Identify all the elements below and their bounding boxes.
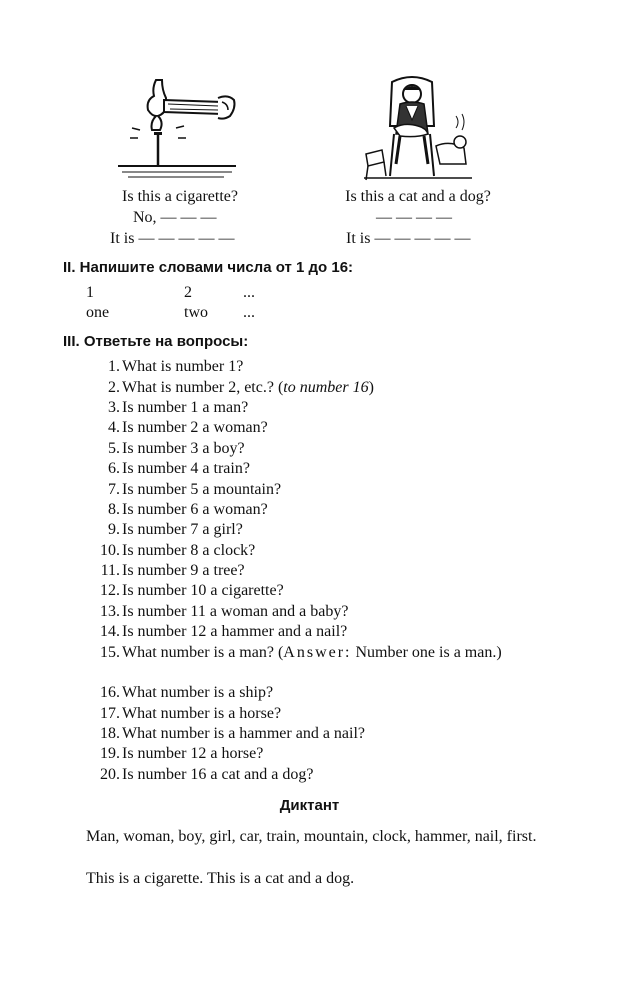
question-1 bbox=[90, 357, 560, 377]
left-caption-question: Is this a cigarette? bbox=[122, 188, 238, 205]
question-8 bbox=[90, 500, 560, 520]
dictation-title: Диктант bbox=[279, 797, 340, 814]
question-text: Is number 2 a woman? bbox=[122, 419, 268, 436]
question-number: 17. bbox=[100, 705, 120, 722]
question-16 bbox=[90, 683, 560, 703]
question-2 bbox=[90, 378, 560, 398]
question-number: 8. bbox=[108, 501, 120, 518]
question-number: 12. bbox=[100, 582, 120, 599]
man-with-cat-and-dog-illustration bbox=[364, 72, 474, 184]
question-20 bbox=[90, 765, 560, 785]
question-number: 6. bbox=[108, 460, 120, 477]
question-number: 5. bbox=[108, 440, 120, 457]
question-number: 15. bbox=[100, 644, 120, 661]
question-text: Is number 4 a train? bbox=[122, 460, 250, 477]
section3-title: III. Ответьте на вопросы: bbox=[63, 333, 249, 350]
question-text: What is number 2, etc.? ( bbox=[122, 379, 284, 396]
question-number: 13. bbox=[100, 603, 120, 620]
question-text: Is number 3 a boy? bbox=[122, 440, 245, 457]
left-caption-it-is: It is — — — — — bbox=[110, 230, 235, 247]
question-number: 1. bbox=[108, 358, 120, 375]
ellipsis-2: ... bbox=[243, 304, 255, 321]
dictation-paragraph-1: Man, woman, boy, girl, car, train, mountain, clock, hammer, nail, first. bbox=[86, 828, 537, 845]
question-18 bbox=[90, 724, 560, 744]
question-number: 18. bbox=[100, 725, 120, 742]
question-5 bbox=[90, 439, 560, 459]
question-text: Is number 16 a cat and a dog? bbox=[122, 766, 314, 783]
question-14 bbox=[90, 622, 560, 642]
word-two: two bbox=[184, 304, 208, 321]
question-6 bbox=[90, 459, 560, 479]
question-4 bbox=[90, 418, 560, 438]
question-number: 20. bbox=[100, 766, 120, 783]
answer-label: Answer: bbox=[283, 644, 352, 661]
question-text: What is number 1? bbox=[122, 358, 244, 375]
question-17 bbox=[90, 704, 560, 724]
question-number: 2. bbox=[108, 379, 120, 396]
question-number: 10. bbox=[100, 542, 120, 559]
question-number: 7. bbox=[108, 481, 120, 498]
question-text: Is number 12 a hammer and a nail? bbox=[122, 623, 348, 640]
question-text: What number is a horse? bbox=[122, 705, 282, 722]
question-11 bbox=[90, 561, 560, 581]
question-number: 14. bbox=[100, 623, 120, 640]
question-12 bbox=[90, 581, 560, 601]
hammer-and-nail-illustration bbox=[118, 74, 238, 184]
question-9 bbox=[90, 520, 560, 540]
question-text: What number is a man? ( bbox=[122, 644, 284, 661]
question-text: What number is a ship? bbox=[122, 684, 274, 701]
section2-title: II. Напишите словами числа от 1 до 16: bbox=[63, 259, 354, 276]
question-number: 4. bbox=[108, 419, 120, 436]
question-number: 11. bbox=[100, 562, 120, 579]
right-caption-it-is: It is — — — — — bbox=[346, 230, 471, 247]
question-text: Is number 10 a cigarette? bbox=[122, 582, 284, 599]
question-number: 3. bbox=[108, 399, 120, 416]
question-text: Is number 9 a tree? bbox=[122, 562, 245, 579]
question-7 bbox=[90, 480, 560, 500]
ellipsis-1: ... bbox=[243, 284, 255, 301]
question-text: Is number 7 a girl? bbox=[122, 521, 243, 538]
question-italic-note: to number 16 bbox=[283, 379, 369, 396]
word-one: one bbox=[86, 304, 110, 321]
question-3 bbox=[90, 398, 560, 418]
dictation-paragraph-2: This is a cigarette. This is a cat and a dog. bbox=[86, 870, 355, 887]
question-15 bbox=[90, 643, 535, 663]
question-text-end: Number one is a man.) bbox=[351, 644, 502, 661]
question-text: What number is a hammer and a nail? bbox=[122, 725, 366, 742]
question-10 bbox=[90, 541, 560, 561]
number-1: 1 bbox=[86, 284, 94, 301]
question-text: Is number 12 a horse? bbox=[122, 745, 264, 762]
question-text: Is number 5 a mountain? bbox=[122, 481, 282, 498]
question-number: 16. bbox=[100, 684, 120, 701]
question-text: Is number 8 a clock? bbox=[122, 542, 256, 559]
question-number: 9. bbox=[108, 521, 120, 538]
question-text-end: ) bbox=[368, 379, 374, 396]
right-caption-blank: — — — — bbox=[376, 209, 452, 226]
number-2: 2 bbox=[184, 284, 192, 301]
question-text: Is number 6 a woman? bbox=[122, 501, 268, 518]
left-caption-answer-no: No, — — — bbox=[133, 209, 217, 226]
question-19 bbox=[90, 744, 560, 764]
question-text: Is number 11 a woman and a baby? bbox=[122, 603, 349, 620]
question-number: 19. bbox=[100, 745, 120, 762]
question-13 bbox=[90, 602, 560, 622]
question-text: Is number 1 a man? bbox=[122, 399, 249, 416]
right-caption-question: Is this a cat and a dog? bbox=[345, 188, 491, 205]
